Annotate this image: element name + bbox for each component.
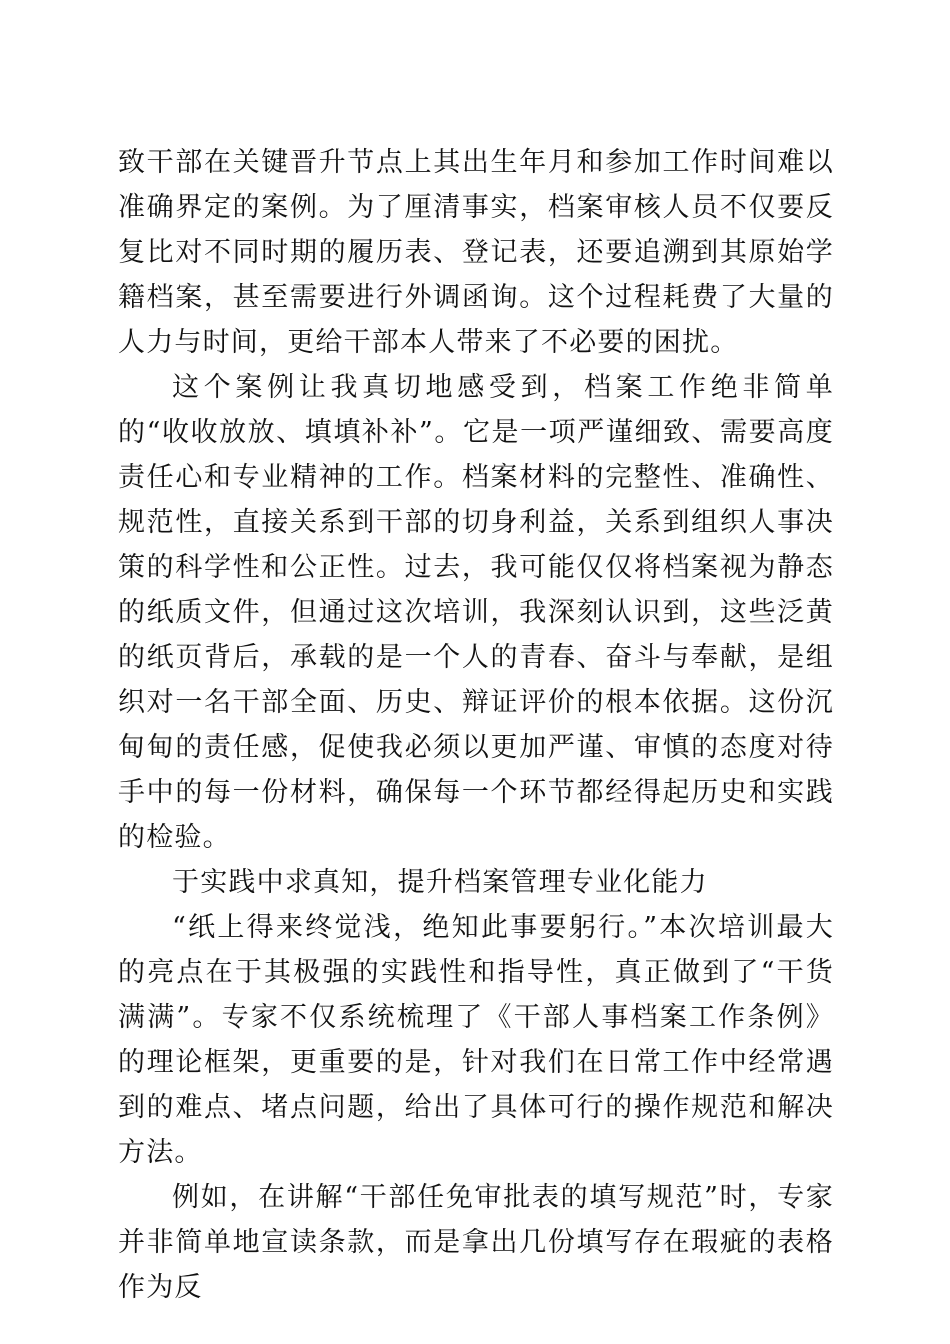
- paragraph-practice: “纸上得来终觉浅，绝知此事要躬行。”本次培训最大的亮点在于其极强的实践性和指导性，真正做到了“干货满满”。专家不仅系统梳理了《干部人事档案工作条例》的理论框架，更重要的是，针对我们在日常工作中经常遇到的难点、堵点问题，给出了具体可行的操作规范和解决方法。: [118, 912, 834, 1168]
- paragraph-example: 例如，在讲解“干部任免审批表的填写规范”时，专家并非简单地宣读条款，而是拿出几份填写存在瑕疵的表格作为反: [118, 1182, 834, 1303]
- paragraph-reflection: 这个案例让我真切地感受到，档案工作绝非简单的“收收放放、填填补补”。它是一项严谨细致、需要高度责任心和专业精神的工作。档案材料的完整性、准确性、规范性，直接关系到干部的切身利益，关系到组织人事决策的科学性和公正性。过去，我可能仅仅将档案视为静态的纸质文件，但通过这次培训，我深刻认识到，这些泛黄的纸页背后，承载的是一个人的青春、奋斗与奉献，是组织对一名干部全面、历史、辩证评价的根本依据。这份沉甸甸的责任感，促使我必须以更加严谨、审慎的态度对待手中的每一份材料，确保每一个环节都经得起历史和实践的检验。: [118, 372, 834, 853]
- paragraph-case-continuation: 致干部在关键晋升节点上其出生年月和参加工作时间难以准确界定的案例。为了厘清事实，档案审核人员不仅要反复比对不同时期的履历表、登记表，还要追溯到其原始学籍档案，甚至需要进行外调函询。这个过程耗费了大量的人力与时间，更给干部本人带来了不必要的困扰。: [118, 147, 834, 358]
- document-body: [118, 140, 834, 1310]
- section-heading: 于实践中求真知，提升档案管理专业化能力: [172, 867, 708, 898]
